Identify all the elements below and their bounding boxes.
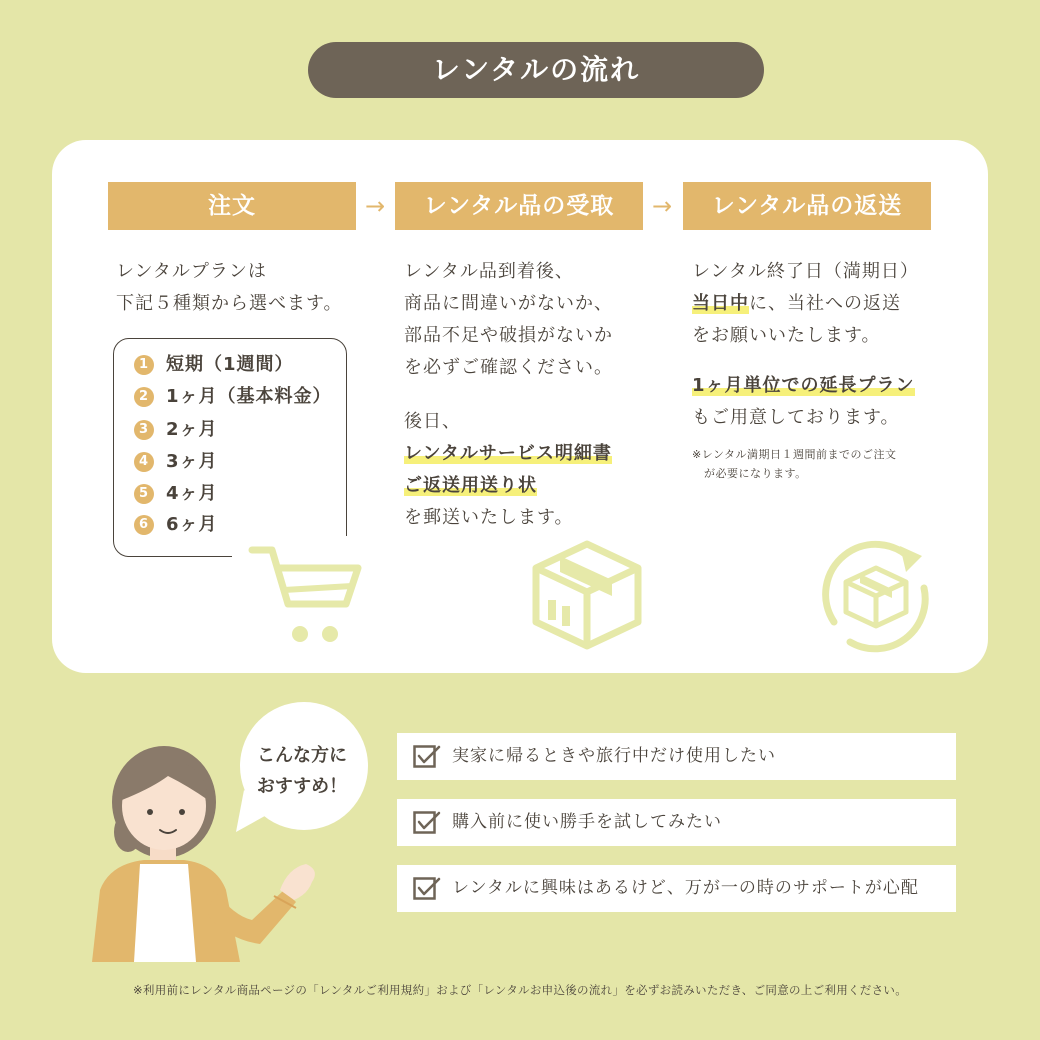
- plan-item: [134, 480, 218, 508]
- return-note: [692, 445, 897, 483]
- order-description: [116, 256, 343, 320]
- number-badge: 3: [134, 420, 154, 440]
- plan-label: 1ヶ月（基本料金）: [166, 386, 332, 407]
- speech-bubble-text: [236, 740, 368, 802]
- step-return-heading: レンタル品の返送: [683, 182, 931, 230]
- recommend-item: [397, 865, 956, 912]
- bubble-line: こんな方に: [257, 745, 347, 766]
- plan-item: [134, 351, 294, 379]
- return-line: レンタル終了日（満期日）: [692, 261, 919, 282]
- receive-line: 部品不足や破損がないか: [404, 325, 613, 346]
- recommend-item: [397, 733, 956, 780]
- number-badge: 4: [134, 452, 154, 472]
- return-line: に、当社への返送: [749, 293, 901, 314]
- highlight-same-day: 当日中: [692, 293, 749, 314]
- step-order-heading: 注文: [108, 182, 356, 230]
- flow-card: [52, 140, 988, 673]
- plan-item: [134, 448, 218, 476]
- plan-label: 4ヶ月: [166, 483, 218, 504]
- receive-line: レンタル品到着後、: [404, 261, 574, 282]
- plan-item: [134, 383, 332, 411]
- recommend-label: 実家に帰るときや旅行中だけ使用したい: [452, 746, 776, 766]
- receive-line: を必ずご確認ください。: [404, 357, 613, 378]
- arrow-icon: →: [365, 192, 386, 220]
- check-icon: [413, 811, 441, 835]
- highlight-statement: レンタルサービス明細書: [404, 443, 612, 464]
- number-badge: 6: [134, 515, 154, 535]
- plan-label: 短期（1週間）: [166, 354, 294, 375]
- receive-line: 後日、: [404, 411, 461, 432]
- number-badge: 5: [134, 484, 154, 504]
- order-line: 下記５種類から選べます。: [116, 293, 343, 314]
- number-badge: 1: [134, 355, 154, 375]
- receive-line: 商品に間違いがないか、: [404, 293, 613, 314]
- return-line: をお願いいたします。: [692, 325, 881, 346]
- footer-note: ※利用前にレンタル商品ページの「レンタルご利用規約」および「レンタルお申込後の流れ」を必ずお読みいただき、ご同意の上ご利用ください。: [133, 983, 907, 997]
- highlight-extension-plan: 1ヶ月単位での延長プラン: [692, 375, 915, 396]
- box-icon: [530, 538, 644, 652]
- recommend-label: レンタルに興味はあるけど、万が一の時のサポートが心配: [452, 878, 919, 898]
- cart-icon: [248, 544, 364, 648]
- receive-description: [404, 256, 613, 534]
- check-icon: [413, 877, 441, 901]
- bubble-line: おすすめ！: [256, 776, 348, 797]
- note-line: が必要になります。: [704, 467, 807, 480]
- number-badge: 2: [134, 387, 154, 407]
- plan-label: 6ヶ月: [166, 514, 218, 535]
- return-line: もご用意しております。: [692, 407, 900, 428]
- plan-item: [134, 511, 218, 539]
- recommend-item: [397, 799, 956, 846]
- arrow-icon: →: [652, 192, 673, 220]
- plan-label: 2ヶ月: [166, 419, 218, 440]
- receive-line: を郵送いたします。: [404, 507, 574, 528]
- step-receive-heading: レンタル品の受取: [395, 182, 643, 230]
- page-title: レンタルの流れ: [308, 42, 764, 98]
- order-line: レンタルプランは: [116, 261, 267, 282]
- check-icon: [413, 745, 441, 769]
- plan-label: 3ヶ月: [166, 451, 218, 472]
- return-box-icon: [816, 536, 934, 654]
- note-line: ※レンタル満期日１週間前までのご注文: [692, 448, 897, 461]
- recommend-label: 購入前に使い勝手を試してみたい: [452, 812, 722, 832]
- return-description: [692, 256, 919, 434]
- plan-item: [134, 416, 218, 444]
- highlight-return-label: ご返送用送り状: [404, 475, 537, 496]
